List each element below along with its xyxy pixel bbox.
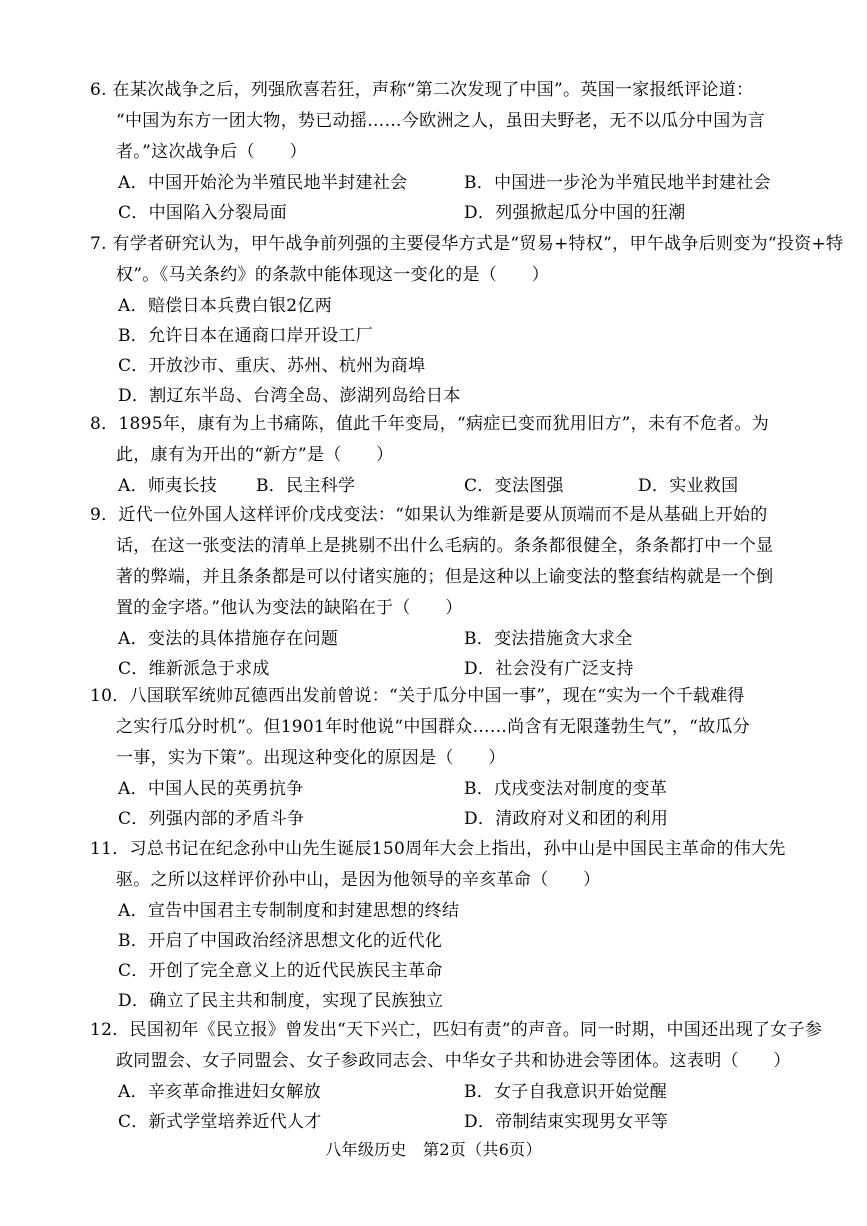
question-stem-line: 6. 在某次战争之后，列强欣喜若狂，声称“第二次发现了中国”。英国一家报纸评论道：	[90, 80, 754, 100]
option-a: A．宣告中国君主专制制度和封建思想的终结	[118, 901, 460, 921]
option-c: C．变法图强	[464, 476, 564, 496]
question-8	[90, 409, 790, 501]
question-stem-line: 12．民国初年《民立报》曾发出“天下兴亡，匹妇有责”的声音。同一时期，中国还出现了女子参	[90, 1020, 823, 1040]
question-stem-line: 著的弊端，并且条条都是可以付诸实施的；但是这种以上谕变法的整套结构就是一个倒	[116, 567, 774, 587]
option-a: A．师夷长技	[118, 476, 218, 496]
option-b: B．戊戌变法对制度的变革	[464, 779, 668, 799]
answer-options	[90, 624, 790, 684]
question-stem-line: 10．八国联军统帅瓦德西出发前曾说：“关于瓜分中国一事”，现在“实为一个千载难得	[90, 686, 745, 706]
option-b: B．中国进一步沦为半殖民地半封建社会	[464, 173, 771, 193]
option-a: A．赔偿日本兵费白银2亿两	[118, 296, 332, 316]
question-11	[90, 834, 790, 1016]
option-d: D．确立了民主共和制度，实现了民族独立	[118, 991, 444, 1011]
question-stem-line: 驱。之所以这样评价孙中山，是因为他领导的辛亥革命（ ）	[116, 870, 601, 890]
question-stem-line: 8．1895年，康有为上书痛陈，值此千年变局，“病症已变而犹用旧方”，未有不危者。为	[90, 414, 770, 434]
answer-options	[90, 168, 790, 228]
question-9	[90, 500, 790, 684]
option-c: C．中国陷入分裂局面	[118, 203, 288, 223]
option-b: B．民主科学	[256, 476, 356, 496]
option-a: A．中国开始沦为半殖民地半封建社会	[118, 173, 408, 193]
question-stem-line: 话，在这一张变法的清单上是挑剔不出什么毛病的。条条都很健全，条条都打中一个显	[116, 536, 774, 556]
option-d: D．列强掀起瓜分中国的狂潮	[464, 203, 686, 223]
answer-options	[90, 774, 790, 834]
question-7	[90, 229, 844, 411]
option-d: D．帝制结束实现男女平等	[464, 1112, 669, 1132]
option-d: D．割辽东半岛、台湾全岛、澎湖列岛给日本	[118, 386, 461, 406]
option-a: A．变法的具体措施存在问题	[118, 629, 339, 649]
option-c: C．新式学堂培养近代人才	[118, 1112, 322, 1132]
question-stem-line: 11．习总书记在纪念孙中山先生诞辰150周年大会上指出，孙中山是中国民主革命的伟大先	[90, 839, 786, 859]
option-b: B．女子自我意识开始觉醒	[464, 1082, 668, 1102]
page-footer: 八年级历史 第2页（共6页）	[325, 1140, 542, 1159]
question-stem-line: “中国为东方一团大物，势已动摇……今欧洲之人，虽田夫野老，无不以瓜分中国为言	[116, 111, 766, 131]
question-12	[90, 1015, 823, 1137]
option-b: B．允许日本在通商口岸开设工厂	[118, 326, 373, 346]
question-stem-line: 者。”这次战争后（ ）	[116, 142, 307, 162]
option-b: B．开启了中国政治经济思想文化的近代化	[118, 931, 443, 951]
question-stem-line: 9．近代一位外国人这样评价戊戌变法：“如果认为维新是要从顶端而不是从基础上开始的	[90, 505, 768, 525]
option-c: C．维新派急于求成	[118, 659, 270, 679]
option-c: C．列强内部的矛盾斗争	[118, 809, 305, 829]
option-c: C．开放沙市、重庆、苏州、杭州为商埠	[118, 356, 426, 376]
answer-options	[90, 1077, 790, 1137]
option-d: D．清政府对义和团的利用	[464, 809, 669, 829]
option-d: D．实业救国	[638, 476, 739, 496]
option-b: B．变法措施贪大求全	[464, 629, 633, 649]
question-stem-line: 此，康有为开出的“新方”是（ ）	[116, 445, 394, 465]
answer-options	[90, 291, 790, 411]
question-stem-line: 政同盟会、女子同盟会、女子参政同志会、中华女子共和协进会等团体。这表明（ ）	[116, 1051, 791, 1071]
answer-options	[90, 471, 790, 501]
question-stem-line: 7. 有学者研究认为，甲午战争前列强的主要侵华方式是“贸易+特权”，甲午战争后则变为“投资+特	[90, 234, 844, 254]
question-stem-line: 一事，实为下策”。出现这种变化的原因是（ ）	[116, 748, 506, 768]
option-a: A．中国人民的英勇抗争	[118, 779, 304, 799]
option-c: C．开创了完全意义上的近代民族民主革命	[118, 961, 443, 981]
option-d: D．社会没有广泛支持	[464, 659, 634, 679]
question-stem-line: 置的金字塔。”他认为变法的缺陷在于（ ）	[116, 598, 463, 618]
answer-options	[90, 896, 790, 1016]
question-10	[90, 681, 790, 834]
question-stem-line: 之实行瓜分时机”。但1901年时他说“中国群众……尚含有无限蓬勃生气”，“故瓜分	[116, 717, 751, 737]
question-stem-line: 权”。《马关条约》的条款中能体现这一变化的是（ ）	[116, 265, 549, 285]
option-a: A．辛亥革命推进妇女解放	[118, 1082, 321, 1102]
question-6	[90, 75, 790, 228]
